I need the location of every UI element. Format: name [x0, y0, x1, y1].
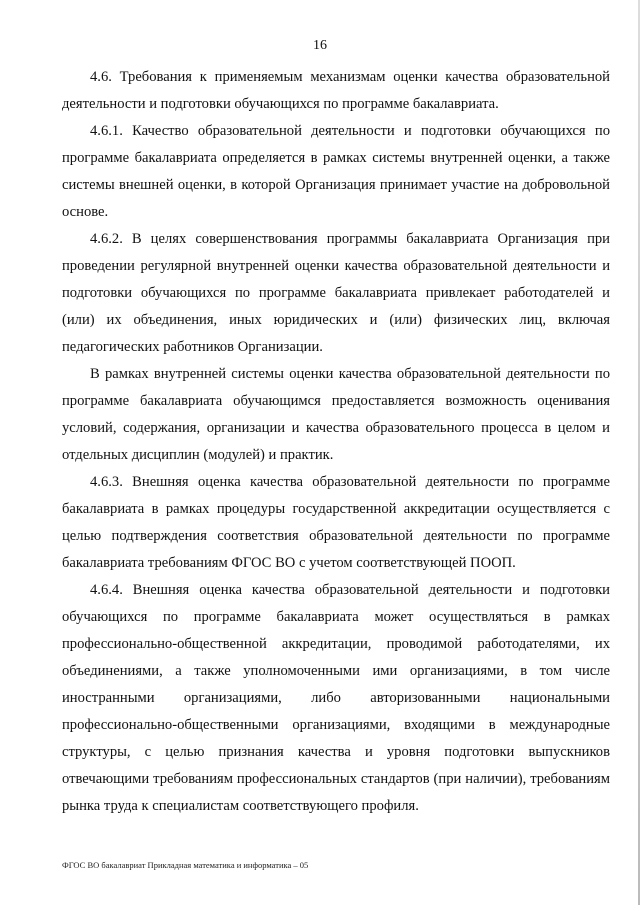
paragraph-4-6-3: 4.6.3. Внешняя оценка качества образовательной деятельности по программе бакалавриата в рамках процедуры государственной аккредитации осуществляется с целью подтверждения соответствия образовательной деятельности по программе бакалавриата требованиям ФГОС ВО с учетом соответствующей ПООП.: [62, 474, 610, 571]
page-number: 16: [313, 38, 327, 53]
page-body: [62, 64, 610, 820]
paragraph-4-6: 4.6. Требования к применяемым механизмам оценки качества образовательной деятельности и подготовки обучающихся по программе бакалавриата.: [62, 69, 610, 112]
paragraph-internal-assessment: В рамках внутренней системы оценки качества образовательной деятельности по программе бакалавриата обучающимся предоставляется возможность оценивания условий, содержания, организации и качества образовательного процесса в целом и отдельных дисциплин (модулей) и практик.: [62, 366, 610, 463]
page-footer: ФГОС ВО бакалавриат Прикладная математика и информатика – 05: [62, 860, 309, 870]
paragraph-4-6-4: 4.6.4. Внешняя оценка качества образовательной деятельности и подготовки обучающихся по программе бакалавриата может осуществляться в рамках профессионально-общественной аккредитации, проводимой работодателями, их объединениями, а также уполномоченными ими организациями, в том числе иностранными организациями, либо авторизованными национальными профессионально-общественными организациями, входящими в международные структуры, с целью признания качества и уровня подготовки выпускников отвечающими требованиям профессиональных стандартов (при наличии), требованиям рынка труда к специалистам соответствующего профиля.: [62, 582, 610, 814]
paragraph-4-6-1: 4.6.1. Качество образовательной деятельности и подготовки обучающихся по программе бакалавриата определяется в рамках системы внутренней оценки, а также системы внешней оценки, в которой Организация принимает участие на добровольной основе.: [62, 123, 610, 220]
paragraph-4-6-2: 4.6.2. В целях совершенствования программы бакалавриата Организация при проведении регулярной внутренней оценки качества образовательной деятельности и подготовки обучающихся по программе бакалавриата привлекает работодателей и (или) их объединения, иных юридических и (или) физических лиц, включая педагогических работников Организации.: [62, 231, 610, 355]
